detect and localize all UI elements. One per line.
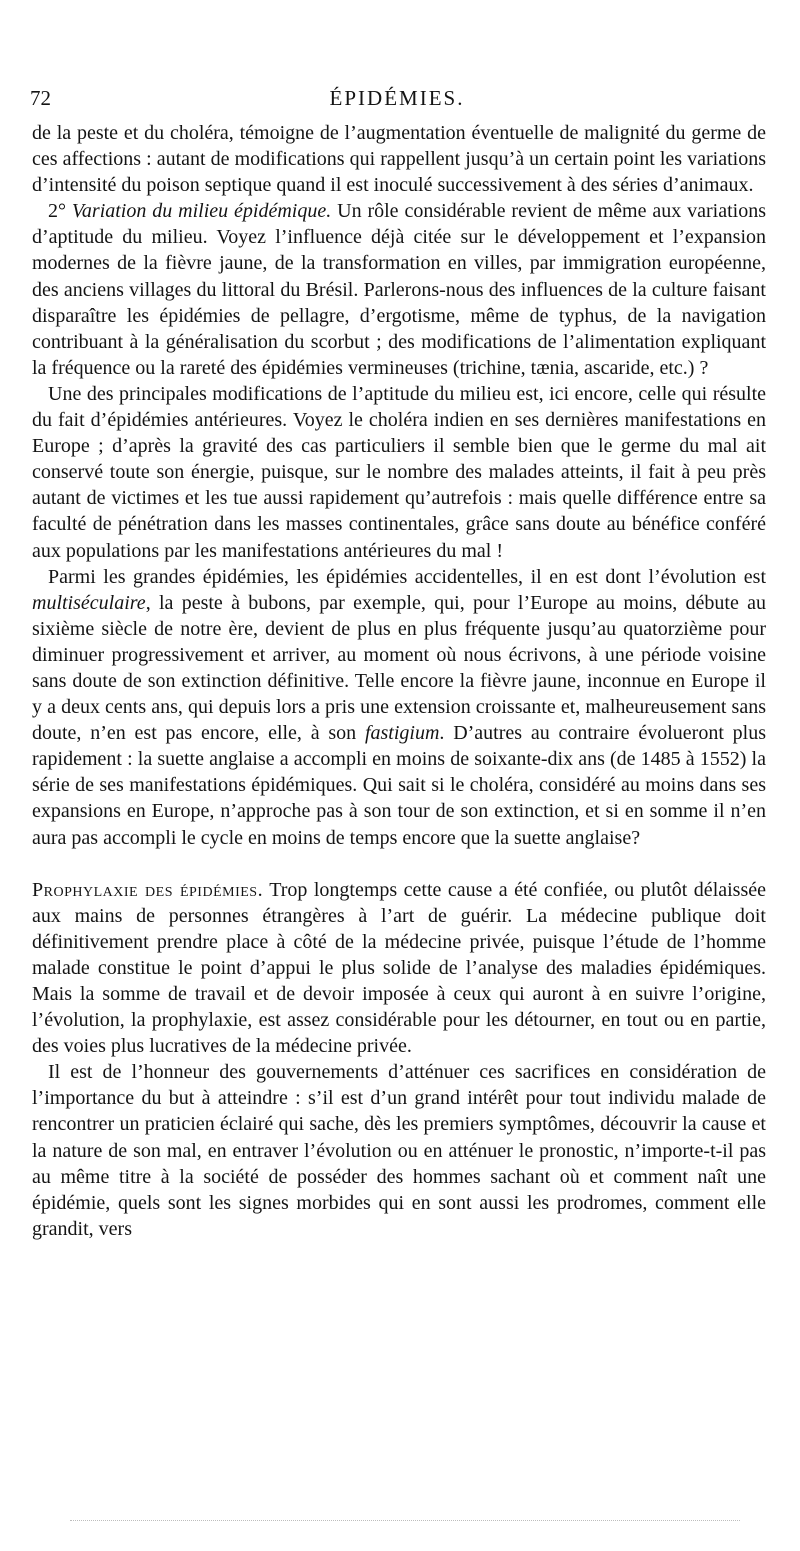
paragraph-3 [32,381,766,564]
paragraph-text: , la peste à bubons, par exemple, qui, pour l’Europe au moins, débute au sixième siècle de notre ère, devient de plus en plus fréquente jusqu’au quatorzième pour diminuer progressivement et arriver, au moment où nous écrivons, à une période voisine sans doute de son extinction définitive. Telle encore la fièvre jaune, inconnue en Europe il y a deux cents ans, qui depuis lors a pris une extension croissante et, malheureusement sans doute, n’en est pas encore, elle, à son [32,591,766,745]
paragraph-4 [32,564,766,851]
paragraph-text: . D’autres au contraire évolueront plus rapidement : la suette anglaise a accompli en moins de soixante-dix ans (de 1485 à 1552) la série de ses manifestations épidémiques. Qui sait si le choléra, considéré au moins dans ses expansions en Europe, n’approche pas à son tour de son extinction, et si en somme il n’en aura pas accompli le cycle en moins de temps encore que la suette anglaise? [32,722,766,849]
emphasis: fastigium [364,722,440,745]
section-gap [32,851,766,877]
paragraph-text: Parmi les grandes épidémies, les épidémies accidentelles, il en est dont l’évolution est [48,565,766,588]
paragraph-text: de la peste et du choléra, témoigne de l’augmentation éventuelle de malignité du germe de ces affections : autant de modifications qui rappellent jusqu’à un certain point les variations d’intensité du poison septique quand il est inoculé successivement à des séries d’animaux. [32,122,766,197]
emphasis: multiséculaire [32,591,146,614]
paragraph-1 [32,120,766,198]
paragraph-text: Trop longtemps cette cause a été confiée, ou plutôt délaissée aux mains de personnes étrangères à l’art de guérir. La médecine publique doit définitivement prendre place à côté de la médecine privée, puisque l’étude de l’homme malade constitue le point d’appui le plus solide de l’analyse des maladies épidémiques. Mais la somme de travail et de devoir imposée à ceux qui auront à en suivre l’origine, l’évolution, la prophylaxie, est assez considérable pour les détourner, en tout ou en partie, des voies plus lucratives de la médecine privée. [32,878,766,1058]
paragraph-text: Une des principales modifications de l’aptitude du milieu est, ici encore, celle qui résulte du fait d’épidémies antérieures. Voyez le choléra indien en ses dernières manifestations en Europe ; d’après la gravité des cas particuliers il semble bien que le germe du mal ait conservé toute son énergie, puisque, sur le nombre des malades atteints, il fait à peu près autant de victimes et les tue aussi rapidement qu’autrefois : mais quelle différence entre sa faculté de pénétration dans les masses continentales, grâce sans doute au bénéfice conféré aux populations par les manifestations antérieures du mal ! [32,382,766,562]
section-heading: Prophylaxie des épidémies. [32,878,264,901]
paragraph-text: Il est de l’honneur des gouvernements d’atténuer ces sacrifices en considération de l’importance du but à atteindre : s’il est d’un grand intérêt pour tout individu malade de rencontrer un praticien éclairé qui sache, dès les premiers symptômes, découvrir la cause et la nature de son mal, en entraver l’évolution ou en atténuer le pronostic, n’importe-t-il pas au même titre à la société de posséder des hommes sachant où et comment naît une épidémie, quels sont les signes morbides qui en sont aussi les prodromes, comment elle grandit, vers [32,1061,766,1240]
paragraph-6 [32,1059,766,1242]
running-title: ÉPIDÉMIES. [329,86,465,110]
section-heading: Variation du milieu épidémique. [71,200,332,223]
footer-trace [70,1520,740,1521]
page-number: 72 [30,86,51,110]
paragraph-text: Un rôle considérable revient de même aux variations d’aptitude du milieu. Voyez l’influence déjà citée sur le développement et l’expansion modernes de la fièvre jaune, de la transformation en villes, par immigration européenne, des anciens villages du littoral du Brésil. Parlerons-nous des influences de la culture faisant disparaître les épidémies de pellagre, d’ergotisme, même de typhus, de la navigation contribuant à la généralisation du scorbut ; des modifications de l’alimentation expliquant la fréquence ou la rareté des épidémies vermineuses (trichine, tænia, ascaride, etc.) ? [32,200,767,379]
page-header [30,86,764,112]
paragraph-2 [32,198,766,381]
body-text [32,120,766,1242]
paragraph-5 [32,877,766,1060]
section-number: 2° [48,200,72,223]
